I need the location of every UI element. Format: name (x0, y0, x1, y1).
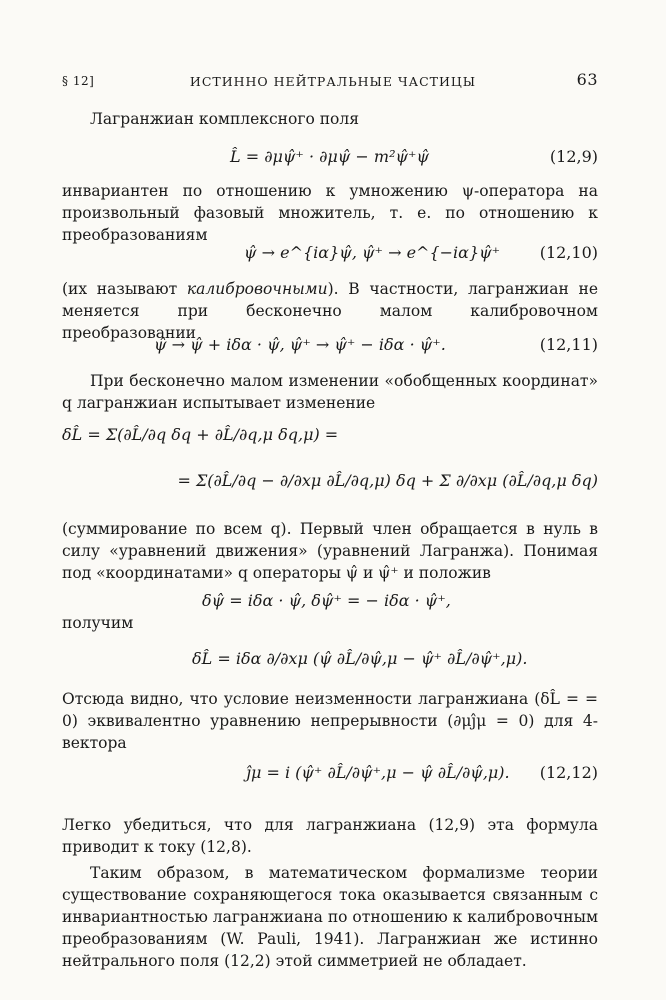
equation-number: (12,9) (549, 147, 598, 166)
equation-dl-3 (62, 646, 598, 682)
equation-body: ĵμ = i (ψ̂⁺ ∂L̂/∂ψ̂⁺,μ − ψ̂ ∂L̂/∂ψ̂,μ). (246, 763, 510, 782)
page-number: 63 (576, 70, 598, 89)
equation-12-10 (62, 240, 598, 266)
equation-dl-1 (62, 422, 598, 460)
equation-dl-2 (62, 468, 598, 506)
equation-body: ψ̂ → e^{iα}ψ̂, ψ̂⁺ → e^{−iα}ψ̂⁺ (244, 243, 501, 262)
equation-number: (12,12) (539, 763, 598, 782)
equation-12-11 (62, 332, 598, 358)
equation-body: δL̂ = Σ(∂L̂/∂q δq + ∂L̂/∂q,μ δq,μ) = (62, 425, 339, 444)
p3-emphasis: калибровочными (186, 280, 328, 298)
paragraph-1: Лагранжиан комплексного поля (90, 110, 360, 128)
paragraph-6: получим (62, 614, 134, 632)
equation-body: ψ̂ → ψ̂ + iδα · ψ̂, ψ̂⁺ → ψ̂⁺ − iδα · ψ̂⁺. (154, 335, 446, 354)
equation-number: (12,10) (539, 243, 598, 262)
equation-body: δL̂ = iδα ∂/∂xμ (ψ̂ ∂L̂/∂ψ̂,μ − ψ̂⁺ ∂L̂/∂ψ̂⁺,μ). (192, 649, 528, 668)
equation-number: (12,11) (539, 335, 598, 354)
equation-12-12 (62, 760, 598, 796)
equation-body: = Σ(∂L̂/∂q − ∂/∂xμ ∂L̂/∂q,μ) δq + Σ ∂/∂xμ (∂L̂/∂q,μ δq) (177, 471, 598, 490)
p3-before: (их называют (62, 280, 187, 298)
running-title: ИСТИННО НЕЙТРАЛЬНЫЕ ЧАСТИЦЫ (189, 74, 477, 89)
equation-body: L̂ = ∂μψ̂⁺ · ∂μψ̂ − m²ψ̂⁺ψ̂ (230, 147, 430, 166)
paragraph-4: При бесконечно малом изменении «обобщенных координат» q лагранжиан испытывает изменение (62, 372, 598, 412)
paragraph-2: инвариантен по отношению к умножению ψ-оператора на произвольный фазовый множитель, т. е. по отношению к преобразованиям (62, 182, 598, 244)
paragraph-7: Отсюда видно, что условие неизменности лагранжиана (δL̂ = = 0) эквивалентно уравнению непрерывности (∂μĵμ = 0) для 4-вектора (62, 690, 598, 752)
section-marker: § 12] (62, 74, 95, 88)
p3-after: ). В частности, лагранжиан не меняется при бесконечно малом калибровочном преобразовании (62, 280, 598, 342)
paragraph-9: Таким образом, в математическом формализме теории существование сохраняющегося тока оказывается связанным с инвариантностью лагранжиана по отношению к калибровочным преобразованиям (W. Pauli, 1941). Лагранжиан же истинно нейтрального поля (12,2) этой симметрией не обладает. (62, 864, 598, 970)
paragraph-5: (суммирование по всем q). Первый член обращается в нуль в силу «уравнений движения» (уравнений Лагранжа). Понимая под «координатами» q операторы ψ̂ и ψ̂⁺ и положив (62, 520, 598, 582)
paragraph-8: Легко убедиться, что для лагранжиана (12,9) эта формула приводит к току (12,8). (62, 816, 598, 856)
equation-dpsi (62, 588, 598, 614)
equation-body: δψ̂ = iδα · ψ̂, δψ̂⁺ = − iδα · ψ̂⁺, (202, 591, 451, 610)
equation-12-9 (62, 144, 598, 170)
